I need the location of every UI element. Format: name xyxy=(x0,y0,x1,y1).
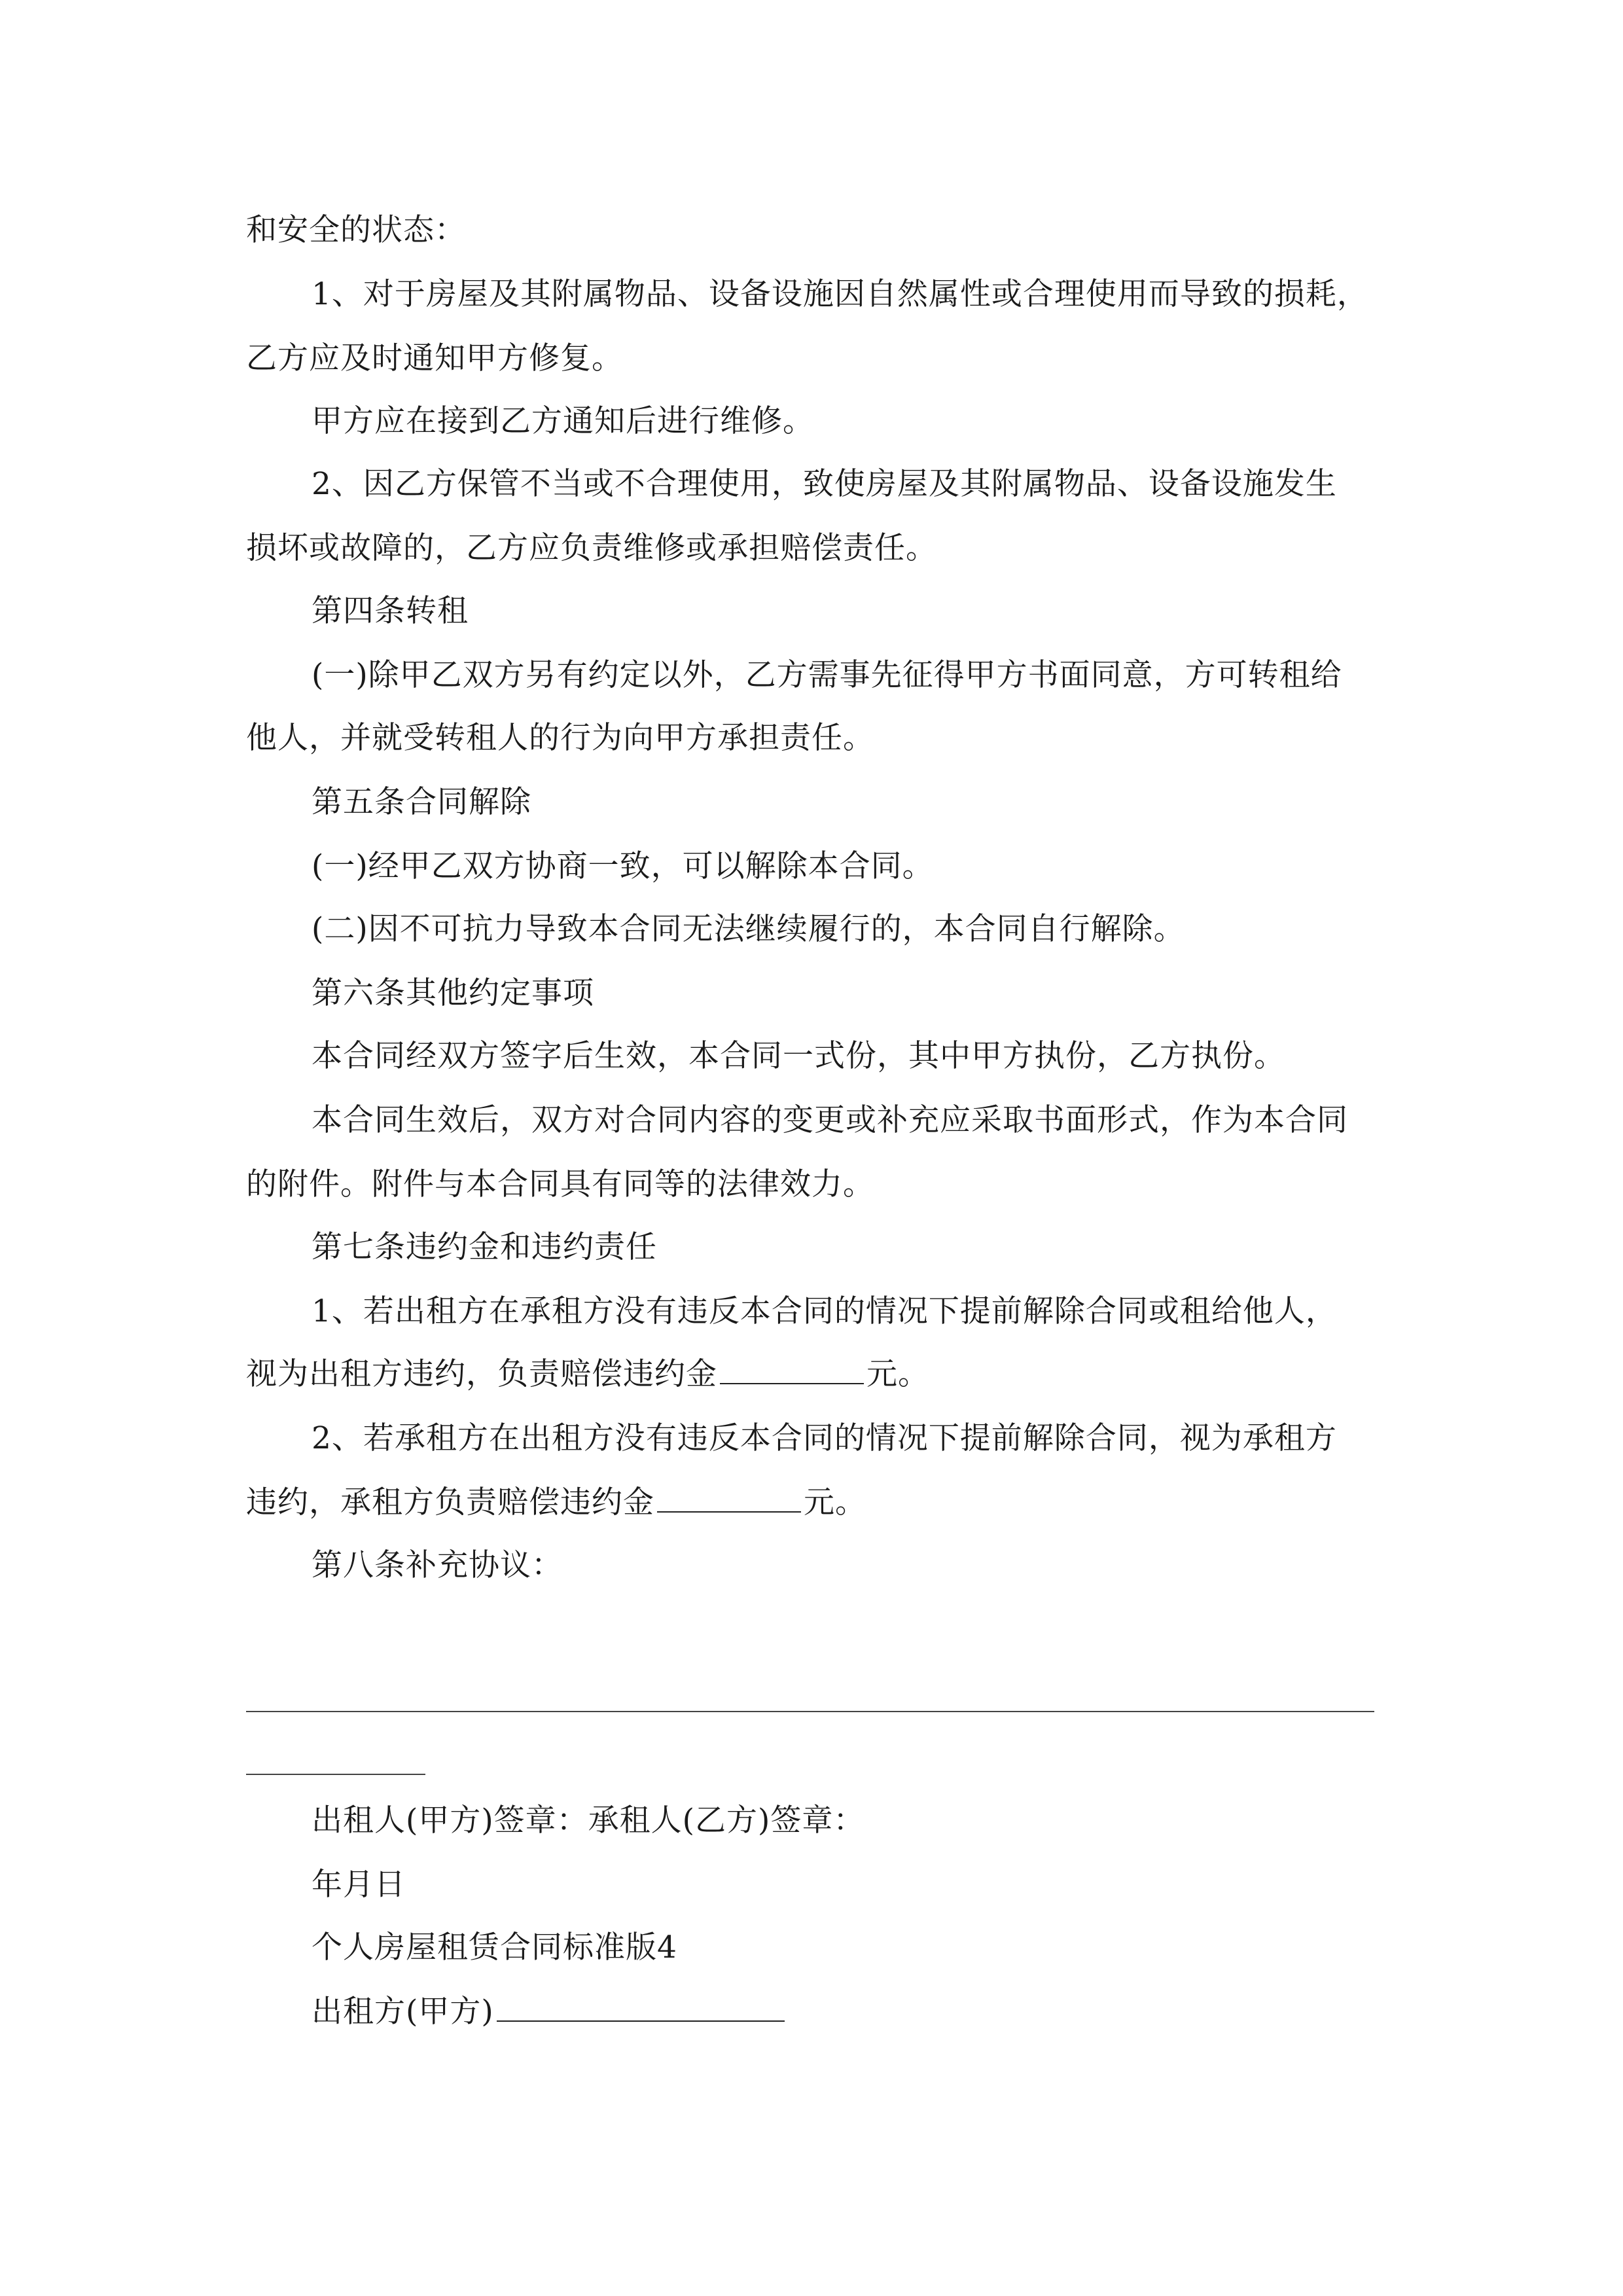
text-line: 乙方应及时通知甲方修复。 xyxy=(246,340,623,376)
fill-in-blank[interactable] xyxy=(497,2018,785,2022)
text-line: 本合同经双方签字后生效，本合同一式份，其中甲方执份，乙方执份。 xyxy=(312,1038,1285,1074)
supplement-blank-line xyxy=(246,1711,1374,1712)
supplement-blank-line-short xyxy=(246,1774,425,1775)
text-fragment: 元。 xyxy=(804,1484,866,1520)
section-heading: 第五条合同解除 xyxy=(312,784,531,820)
text-fragment: 元。 xyxy=(866,1356,929,1392)
text-line: 1、若出租方在承租方没有违反本合同的情况下提前解除合同或租给他人， xyxy=(312,1293,1337,1329)
text-line: 1、对于房屋及其附属物品、设备设施因自然属性或合理使用而导致的损耗， xyxy=(312,276,1368,312)
text-line-with-blank xyxy=(246,1483,1378,1522)
text-line: (一)除甲乙双方另有约定以外，乙方需事先征得甲方书面同意，方可转租给 xyxy=(312,657,1342,693)
text-fragment: 出租方(甲方) xyxy=(312,1994,494,2030)
section-heading: 第八条补充协议： xyxy=(312,1547,563,1583)
text-line: 损坏或故障的，乙方应负责维修或承担赔偿责任。 xyxy=(246,530,937,566)
text-line: 甲方应在接到乙方通知后进行维修。 xyxy=(312,403,814,439)
section-heading: 第六条其他约定事项 xyxy=(312,975,594,1011)
text-line: 和安全的状态： xyxy=(246,212,466,248)
signature-line: 出租人(甲方)签章：承租人(乙方)签章： xyxy=(312,1803,865,1839)
text-line: 他人，并就受转租人的行为向甲方承担责任。 xyxy=(246,720,874,756)
date-line: 年月日 xyxy=(312,1867,406,1903)
text-line: (二)因不可抗力导致本合同无法继续履行的，本合同自行解除。 xyxy=(312,911,1185,947)
text-line: 的附件。附件与本合同具有同等的法律效力。 xyxy=(246,1166,874,1202)
text-fragment: 视为出租方违约，负责赔偿违约金 xyxy=(246,1356,717,1392)
text-fragment: 违约，承租方负责赔偿违约金 xyxy=(246,1484,654,1520)
text-line-with-blank xyxy=(246,1355,1378,1394)
text-line: 2、若承租方在出租方没有违反本合同的情况下提前解除合同，视为承租方 xyxy=(312,1420,1337,1456)
lessor-line xyxy=(312,1992,1378,2032)
section-heading: 第七条违约金和违约责任 xyxy=(312,1229,657,1265)
document-title: 个人房屋租赁合同标准版4 xyxy=(312,1929,677,1965)
fill-in-blank[interactable] xyxy=(657,1509,801,1513)
text-line: 2、因乙方保管不当或不合理使用，致使房屋及其附属物品、设备设施发生 xyxy=(312,466,1337,502)
fill-in-blank[interactable] xyxy=(720,1380,864,1384)
text-line: (一)经甲乙双方协商一致，可以解除本合同。 xyxy=(312,848,934,884)
text-line: 本合同生效后，双方对合同内容的变更或补充应采取书面形式，作为本合同 xyxy=(312,1102,1348,1138)
section-heading: 第四条转租 xyxy=(312,593,469,629)
